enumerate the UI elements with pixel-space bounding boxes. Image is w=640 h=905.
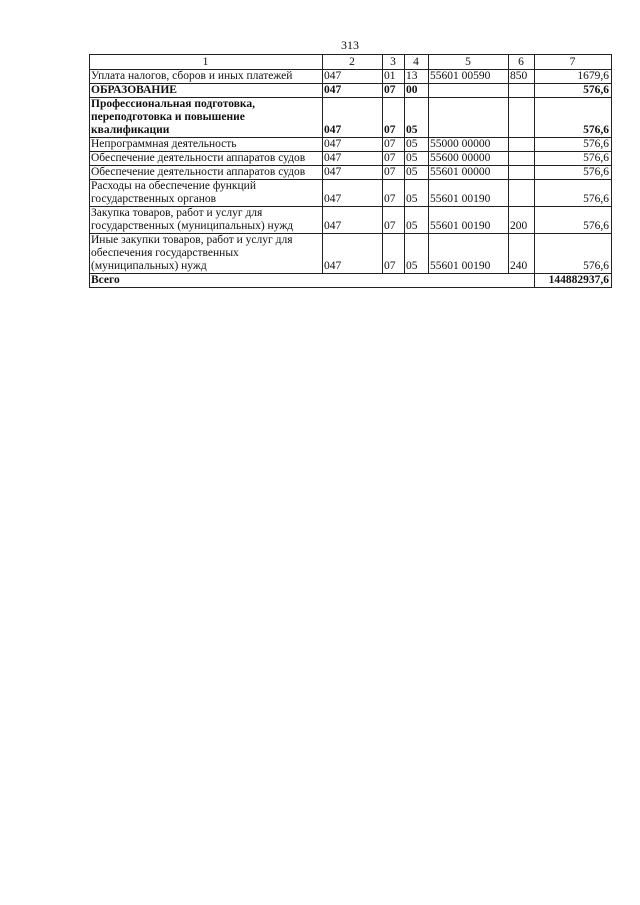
cell-target-article: 55600 00000 [429,152,509,166]
cell-name: Непрограммная деятельность [90,138,323,152]
cell-target-article: 55000 00000 [429,138,509,152]
page-number: 313 [341,38,359,52]
cell-subsection: 05 [405,207,429,234]
table-row [90,207,612,234]
cell-target-article: 55601 00000 [429,166,509,180]
cell-amount: 576,6 [535,152,612,166]
cell-ministry-code: 047 [323,152,383,166]
header-cell: 1 [90,55,323,70]
cell-amount: 576,6 [535,234,612,274]
cell-section: 07 [383,180,405,207]
table-row [90,84,612,98]
total-label: Всего [90,274,535,288]
cell-ministry-code: 047 [323,70,383,84]
cell-subsection: 05 [405,234,429,274]
cell-amount: 576,6 [535,207,612,234]
cell-section: 07 [383,152,405,166]
cell-subsection: 05 [405,98,429,138]
cell-ministry-code: 047 [323,84,383,98]
header-row [90,55,612,70]
table-row [90,234,612,274]
cell-section: 01 [383,70,405,84]
cell-expense-type: 850 [509,70,535,84]
cell-name: Обеспечение деятельности аппаратов судов [90,152,323,166]
cell-ministry-code: 047 [323,234,383,274]
table-row [90,166,612,180]
cell-name: Расходы на обеспечение функций государственных органов [90,180,323,207]
table-row [90,70,612,84]
table-body [90,70,612,288]
cell-ministry-code: 047 [323,180,383,207]
table-row [90,152,612,166]
header-cell: 2 [323,55,383,70]
header-cell: 5 [429,55,509,70]
cell-amount: 1679,6 [535,70,612,84]
cell-section: 07 [383,207,405,234]
cell-expense-type [509,98,535,138]
cell-amount: 576,6 [535,98,612,138]
cell-section: 07 [383,234,405,274]
cell-name: Закупка товаров, работ и услуг для государственных (муниципальных) нужд [90,207,323,234]
cell-target-article: 55601 00190 [429,234,509,274]
cell-subsection: 05 [405,138,429,152]
table-row [90,138,612,152]
cell-expense-type [509,84,535,98]
cell-target-article: 55601 00590 [429,70,509,84]
cell-amount: 576,6 [535,180,612,207]
total-value: 144882937,6 [535,274,612,288]
cell-subsection: 13 [405,70,429,84]
cell-section: 07 [383,166,405,180]
cell-expense-type: 240 [509,234,535,274]
cell-name: Профессиональная подготовка, переподготовка и повышение квалификации [90,98,323,138]
cell-section: 07 [383,138,405,152]
cell-target-article: 55601 00190 [429,180,509,207]
cell-target-article [429,84,509,98]
cell-expense-type [509,152,535,166]
cell-expense-type: 200 [509,207,535,234]
cell-subsection: 05 [405,152,429,166]
cell-ministry-code: 047 [323,138,383,152]
cell-ministry-code: 047 [323,207,383,234]
cell-subsection: 05 [405,180,429,207]
cell-name: Иные закупки товаров, работ и услуг для обеспечения государственных (муниципальных) нужд [90,234,323,274]
cell-section: 07 [383,98,405,138]
header-cell: 7 [535,55,612,70]
cell-expense-type [509,138,535,152]
cell-ministry-code: 047 [323,98,383,138]
cell-amount: 576,6 [535,138,612,152]
header-cell: 4 [405,55,429,70]
cell-expense-type [509,180,535,207]
cell-expense-type [509,166,535,180]
table-row [90,98,612,138]
cell-name: Обеспечение деятельности аппаратов судов [90,166,323,180]
header-cell: 6 [509,55,535,70]
cell-subsection: 05 [405,166,429,180]
cell-amount: 576,6 [535,166,612,180]
cell-name: Уплата налогов, сборов и иных платежей [90,70,323,84]
cell-ministry-code: 047 [323,166,383,180]
total-row [90,274,612,288]
cell-section: 07 [383,84,405,98]
cell-amount: 576,6 [535,84,612,98]
cell-name: ОБРАЗОВАНИЕ [90,84,323,98]
table-row [90,180,612,207]
cell-target-article [429,98,509,138]
cell-target-article: 55601 00190 [429,207,509,234]
header-cell: 3 [383,55,405,70]
budget-table [89,54,612,288]
cell-subsection: 00 [405,84,429,98]
